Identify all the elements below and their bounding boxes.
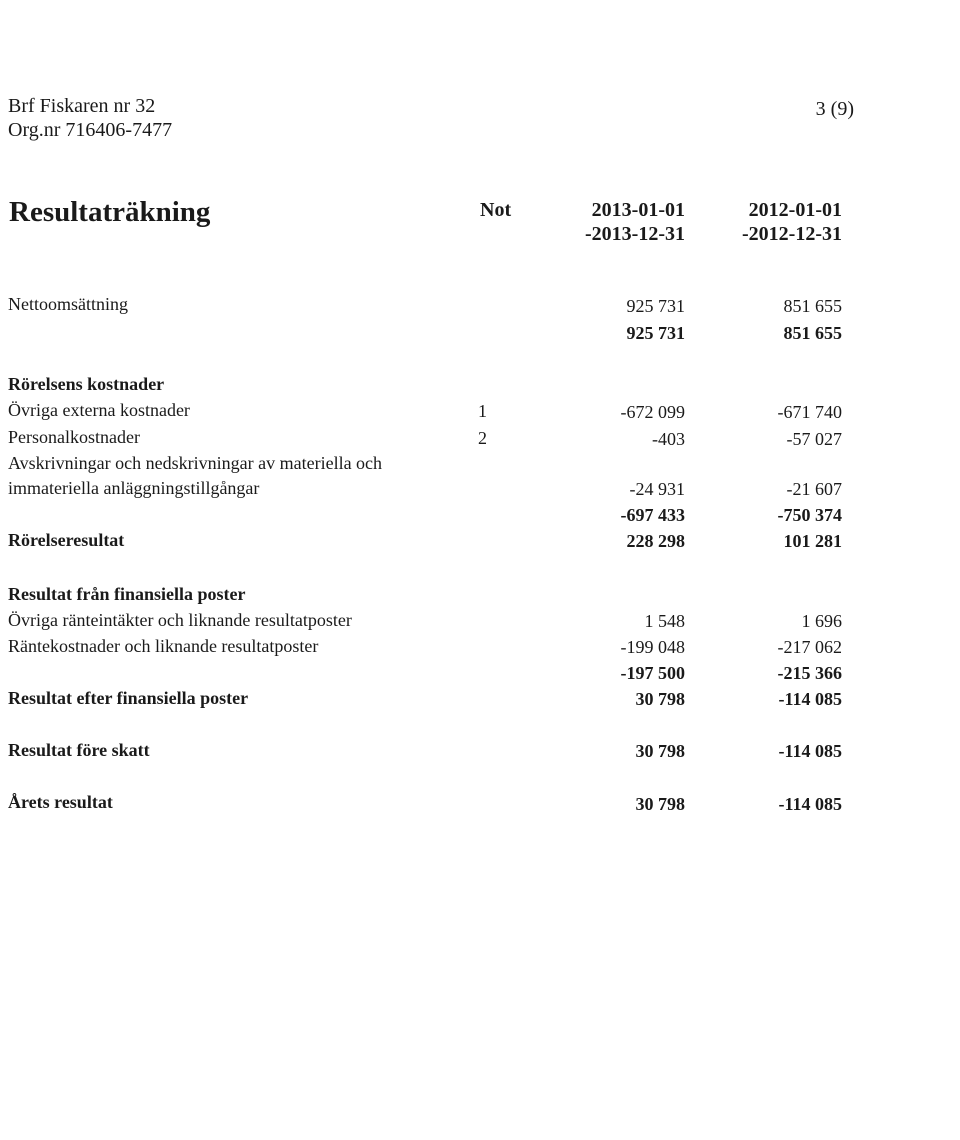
value-arets-resultat-2013: 30 798 [635, 794, 685, 814]
value-rorelseresultat-2012: 101 281 [783, 531, 842, 551]
subtotal-kostnader-2012: -750 374 [777, 505, 842, 525]
row-label-avskrivningar-line1: Avskrivningar och nedskrivningar av materiella och [8, 453, 383, 473]
subtotal-netto-2013: 925 731 [626, 323, 685, 343]
row-label-fore-skatt: Resultat före skatt [8, 740, 150, 760]
value-fore-skatt-2013: 30 798 [635, 741, 685, 761]
value-personalkostnader-2013: -403 [652, 429, 685, 449]
section-heading-finansiella-poster: Resultat från finansiella poster [8, 584, 246, 604]
period1-start-header: 2013-01-01 [591, 199, 685, 221]
note-ref-ovriga-externa: 1 [478, 401, 487, 421]
value-ovriga-externa-2013: -672 099 [620, 402, 685, 422]
value-avskrivningar-2013: -24 931 [629, 479, 685, 499]
value-ranteintakter-2012: 1 696 [801, 611, 842, 631]
row-label-nettoomsattning: Nettoomsättning [8, 294, 128, 314]
period1-end-header: -2013-12-31 [585, 223, 685, 245]
value-rantekostnader-2013: -199 048 [620, 637, 685, 657]
row-label-ranteintakter: Övriga ränteintäkter och liknande resultatposter [8, 610, 352, 630]
row-label-rorelseresultat: Rörelseresultat [8, 530, 125, 550]
subtotal-kostnader-2013: -697 433 [620, 505, 685, 525]
organization-number: Org.nr 716406-7477 [8, 119, 173, 141]
row-label-arets-resultat: Årets resultat [8, 792, 113, 812]
note-column-header: Not [480, 199, 512, 221]
subtotal-finansiella-2012: -215 366 [777, 663, 842, 683]
value-rantekostnader-2012: -217 062 [777, 637, 842, 657]
value-nettoomsattning-2013: 925 731 [626, 296, 685, 316]
row-label-avskrivningar-line2: immateriella anläggningstillgångar [8, 478, 260, 498]
page-number: 3 (9) [815, 98, 854, 120]
value-arets-resultat-2012: -114 085 [778, 794, 842, 814]
value-ovriga-externa-2012: -671 740 [777, 402, 842, 422]
value-ranteintakter-2013: 1 548 [644, 611, 685, 631]
period2-end-header: -2012-12-31 [742, 223, 842, 245]
subtotal-finansiella-2013: -197 500 [620, 663, 685, 683]
value-nettoomsattning-2012: 851 655 [783, 296, 842, 316]
subtotal-netto-2012: 851 655 [783, 323, 842, 343]
value-efter-finansiella-2013: 30 798 [635, 689, 685, 709]
value-fore-skatt-2012: -114 085 [778, 741, 842, 761]
page-title: Resultaträkning [9, 196, 211, 228]
note-ref-personalkostnader: 2 [478, 428, 487, 448]
organization-name: Brf Fiskaren nr 32 [8, 95, 156, 117]
value-avskrivningar-2012: -21 607 [786, 479, 842, 499]
period2-start-header: 2012-01-01 [748, 199, 842, 221]
value-rorelseresultat-2013: 228 298 [626, 531, 685, 551]
row-label-efter-finansiella: Resultat efter finansiella poster [8, 688, 249, 708]
row-label-rantekostnader: Räntekostnader och liknande resultatposter [8, 636, 319, 656]
value-efter-finansiella-2012: -114 085 [778, 689, 842, 709]
section-heading-rorelsens-kostnader: Rörelsens kostnader [8, 374, 165, 394]
row-label-personalkostnader: Personalkostnader [8, 427, 140, 447]
row-label-ovriga-externa: Övriga externa kostnader [8, 400, 190, 420]
value-personalkostnader-2012: -57 027 [786, 429, 842, 449]
